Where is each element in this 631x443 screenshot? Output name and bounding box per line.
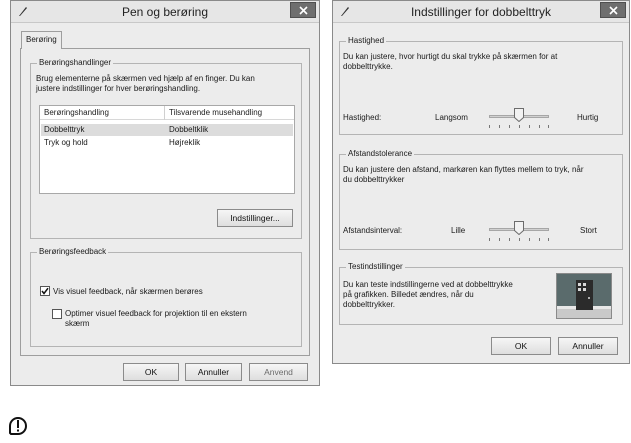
close-button[interactable] bbox=[290, 2, 316, 18]
title-bar[interactable] bbox=[11, 1, 319, 23]
row-action: Tryk og hold bbox=[44, 138, 88, 147]
close-icon bbox=[299, 6, 308, 15]
touch-feedback-group bbox=[30, 247, 302, 347]
column-header-touch-action[interactable]: Berøringshandling bbox=[40, 106, 164, 120]
optimize-projection-label-line2[interactable]: skærm bbox=[65, 319, 90, 328]
speed-slider-label: Hastighed: bbox=[343, 113, 382, 122]
list-row-double-tap[interactable] bbox=[41, 124, 293, 136]
slider-tick bbox=[489, 125, 490, 128]
window-title: Indstillinger for dobbelttryk bbox=[410, 5, 552, 19]
speed-description-line2: dobbelttrykke. bbox=[343, 62, 393, 71]
test-settings-group bbox=[339, 262, 623, 325]
touch-feedback-legend: Berøringsfeedback bbox=[39, 247, 107, 256]
note-icon bbox=[6, 413, 30, 437]
slider-tick bbox=[489, 238, 490, 241]
slider-tick bbox=[509, 125, 510, 128]
window-title: Pen og berøring bbox=[121, 5, 209, 19]
speed-description-line1: Du kan justere, hvor hurtigt du skal trykke på skærmen for at bbox=[343, 52, 558, 61]
list-row-press-and-hold[interactable] bbox=[41, 137, 293, 149]
slider-tick bbox=[499, 238, 500, 241]
slider-tick bbox=[548, 238, 549, 241]
close-button[interactable] bbox=[600, 2, 626, 18]
test-description-line2: på grafikken. Billedet ændres, når du bbox=[343, 290, 474, 299]
apply-button[interactable]: Anvend bbox=[249, 363, 308, 381]
slider-tick bbox=[539, 238, 540, 241]
optimize-projection-checkbox[interactable] bbox=[52, 309, 62, 319]
slider-tick bbox=[509, 238, 510, 241]
column-header-mouse-action[interactable]: Tilsvarende musehandling bbox=[165, 106, 294, 120]
speed-max-label: Hurtig bbox=[577, 113, 599, 122]
slider-tick bbox=[499, 125, 500, 128]
cancel-button[interactable]: Annuller bbox=[558, 337, 618, 355]
tolerance-slider-label: Afstandsinterval: bbox=[343, 226, 403, 235]
ok-button[interactable]: OK bbox=[123, 363, 179, 381]
slider-tick bbox=[529, 125, 530, 128]
tolerance-group bbox=[339, 149, 623, 250]
door-icon bbox=[557, 274, 612, 319]
checkmark-icon bbox=[41, 287, 49, 295]
touch-actions-description-line2: justere indstillinger for hver berøringshandling. bbox=[36, 84, 201, 93]
test-description-line3: dobbelttrykker. bbox=[343, 300, 396, 309]
close-icon bbox=[609, 6, 618, 15]
tab-touch[interactable]: Berøring bbox=[21, 31, 62, 49]
test-description-line1: Du kan teste indstillingerne ved at dobbelttrykke bbox=[343, 280, 513, 289]
tolerance-max-label: Stort bbox=[580, 226, 597, 235]
settings-button[interactable]: Indstillinger... bbox=[217, 209, 293, 227]
pen-and-touch-dialog bbox=[10, 0, 320, 386]
speed-slider-thumb[interactable] bbox=[514, 108, 524, 122]
slider-tick bbox=[529, 238, 530, 241]
test-door-image[interactable] bbox=[556, 273, 612, 319]
touch-actions-description-line1: Brug elementerne på skærmen ved hjælp af en finger. Du kan bbox=[36, 74, 255, 83]
show-visual-feedback-label[interactable]: Vis visuel feedback, når skærmen berøres bbox=[53, 287, 203, 296]
slider-tick bbox=[519, 125, 520, 128]
slider-tick bbox=[539, 125, 540, 128]
optimize-projection-label-line1[interactable]: Optimer visuel feedback for projektion til en ekstern bbox=[65, 309, 247, 318]
tolerance-description-line2: du dobbelttrykker bbox=[343, 175, 405, 184]
row-mouse: Dobbeltklik bbox=[169, 125, 209, 134]
tolerance-min-label: Lille bbox=[451, 226, 466, 235]
touch-actions-list[interactable] bbox=[39, 105, 295, 194]
speed-legend: Hastighed bbox=[348, 36, 385, 45]
show-visual-feedback-checkbox[interactable] bbox=[40, 286, 50, 296]
slider-tick bbox=[519, 238, 520, 241]
tolerance-slider-thumb[interactable] bbox=[514, 221, 524, 235]
row-mouse: Højreklik bbox=[169, 138, 201, 147]
title-bar[interactable] bbox=[333, 1, 629, 23]
test-settings-legend: Testindstillinger bbox=[348, 262, 403, 271]
ok-button[interactable]: OK bbox=[491, 337, 551, 355]
row-action: Dobbelttryk bbox=[44, 125, 85, 134]
cancel-button[interactable]: Annuller bbox=[185, 363, 242, 381]
speed-min-label: Langsom bbox=[435, 113, 468, 122]
double-tap-settings-dialog bbox=[332, 0, 630, 364]
speed-group bbox=[339, 36, 623, 135]
tab-panel bbox=[20, 48, 310, 356]
touch-actions-legend: Berøringshandlinger bbox=[39, 58, 112, 67]
tolerance-legend: Afstandstolerance bbox=[348, 149, 413, 158]
tolerance-description-line1: Du kan justere den afstand, markøren kan flyttes mellem to tryk, når bbox=[343, 165, 584, 174]
touch-actions-group bbox=[30, 58, 302, 239]
slider-tick bbox=[548, 125, 549, 128]
